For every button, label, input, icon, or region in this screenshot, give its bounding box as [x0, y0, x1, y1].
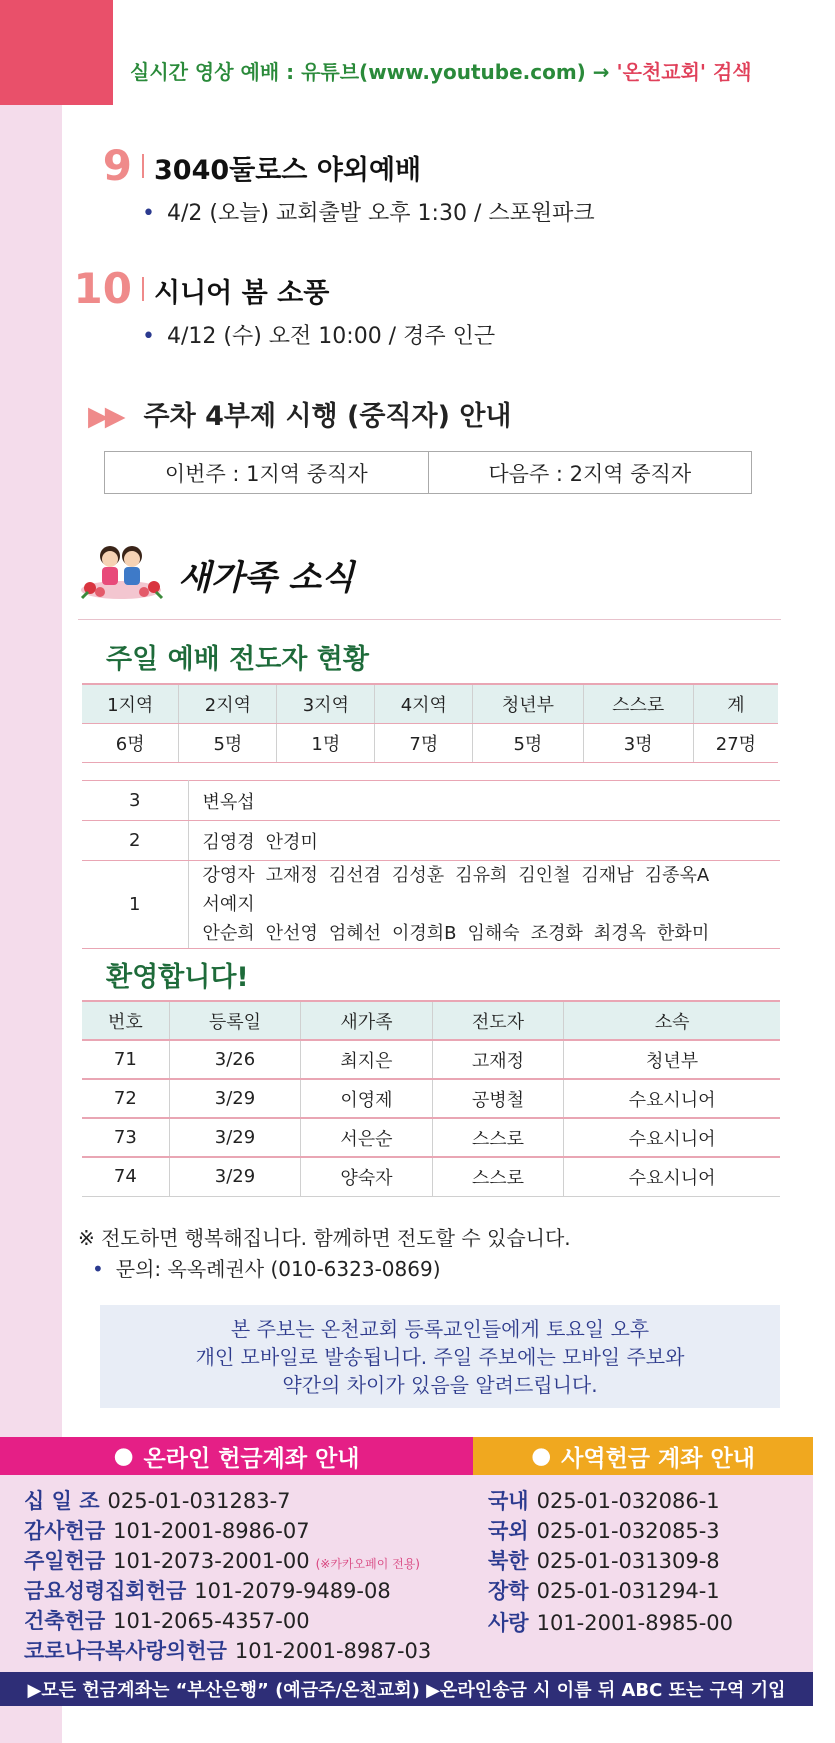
- table-cell: 스스로: [432, 1118, 563, 1157]
- table-cell: 최지은: [301, 1040, 432, 1079]
- account-row: [24, 1515, 310, 1545]
- table-cell: 수요시니어: [564, 1079, 780, 1118]
- accounts-panel: [0, 1475, 813, 1672]
- family-couple-icon: [78, 540, 164, 600]
- table-cell: 73: [82, 1118, 169, 1157]
- evangelist-name: 안경미: [265, 831, 318, 853]
- account-row: [24, 1545, 420, 1575]
- account-number: 025-01-031283-7: [107, 1489, 291, 1513]
- notice-line: 본 주보는 온천교회 등록교인들에게 토요일 오후: [230, 1316, 650, 1341]
- table-cell: 이영제: [301, 1079, 432, 1118]
- table-header-cell: 3지역: [277, 684, 375, 723]
- circle-bullet-icon: ●: [531, 1443, 552, 1469]
- account-label: 사랑: [488, 1611, 529, 1635]
- welcome-title: 환영합니다!: [106, 962, 249, 993]
- table-header-row: [82, 684, 778, 723]
- table-cell: 7명: [375, 723, 473, 762]
- event-detail-text: 4/2 (오늘) 교회출발 오후 1:30 / 스포원파크: [166, 201, 595, 226]
- mobile-notice-box: [100, 1305, 780, 1408]
- contact-text: 문의: 옥옥례권사 (010-6323-0869): [115, 1257, 441, 1281]
- evangelist-name: 김재남: [581, 865, 634, 886]
- bullet-icon: •: [142, 324, 155, 349]
- table-cell: 수요시니어: [564, 1118, 780, 1157]
- table-cell: 72: [82, 1079, 169, 1118]
- table-cell: 공병철: [432, 1079, 563, 1118]
- table-cell: 고재정: [432, 1040, 563, 1079]
- double-arrow-icon: ▶▶: [88, 401, 122, 432]
- account-number: 101-2073-2001-00: [113, 1549, 310, 1573]
- welcome-table: [82, 1000, 780, 1197]
- live-stream-search: '온천교회' 검색: [616, 60, 752, 84]
- table-cell: 1명: [277, 723, 375, 762]
- account-row: [24, 1485, 291, 1515]
- account-label: 감사헌금: [24, 1519, 106, 1543]
- account-number: 101-2079-9489-08: [194, 1579, 391, 1603]
- table-cell: 청년부: [564, 1040, 780, 1079]
- evangelist-name: 김종옥A: [644, 865, 710, 886]
- table-header-row: [82, 1001, 780, 1040]
- table-row: [82, 781, 780, 821]
- account-label: 장학: [488, 1579, 529, 1603]
- names-cell: [188, 861, 780, 949]
- account-number: 025-01-032086-1: [536, 1489, 720, 1513]
- account-row: [24, 1575, 391, 1605]
- account-label: 건축헌금: [24, 1609, 106, 1633]
- parking-next-week: 다음주 : 2지역 중직자: [488, 461, 692, 486]
- bullet-icon: •: [142, 201, 155, 226]
- table-cell: 74: [82, 1157, 169, 1196]
- account-label: 국외: [488, 1519, 529, 1543]
- notice-text: [196, 1315, 685, 1399]
- names-cell: [188, 821, 780, 861]
- table-cell: 71: [82, 1040, 169, 1079]
- corner-accent-block: [0, 0, 113, 105]
- account-label: 십 일 조: [24, 1489, 100, 1513]
- parking-this-week: 이번주 : 1지역 중직자: [105, 452, 429, 493]
- account-label: 북한: [488, 1549, 529, 1573]
- account-row: [24, 1605, 310, 1635]
- online-accounts-title: 온라인 헌금계좌 안내: [143, 1445, 360, 1472]
- table-header-cell: 새가족: [301, 1001, 432, 1040]
- account-number: 025-01-031309-8: [536, 1549, 720, 1573]
- evangelist-name: 안순희: [202, 923, 255, 944]
- evangelism-note: ※ 전도하면 행복해집니다. 함께하면 전도할 수 있습니다.: [78, 1226, 571, 1250]
- account-row: [488, 1515, 720, 1545]
- table-row: [82, 1118, 780, 1157]
- account-row: [488, 1545, 720, 1575]
- table-cell: 27명: [693, 723, 778, 762]
- table-header-cell: 스스로: [583, 684, 693, 723]
- rank-cell: 2: [82, 821, 188, 861]
- notice-line: 개인 모바일로 발송됩니다. 주일 주보에는 모바일 주보와: [195, 1344, 685, 1369]
- account-number: 101-2001-8987-03: [234, 1639, 432, 1663]
- contact-note: [92, 1253, 441, 1282]
- online-accounts-header: [0, 1437, 473, 1475]
- table-cell: 3/26: [169, 1040, 300, 1079]
- account-row: [24, 1635, 431, 1665]
- evangelist-name: 이경희B: [392, 923, 457, 944]
- table-cell: 수요시니어: [564, 1157, 780, 1196]
- table-row: [82, 1157, 780, 1196]
- evangelist-name: 서예지: [202, 894, 255, 915]
- account-number: 101-2001-8986-07: [113, 1519, 310, 1543]
- table-header-cell: 등록일: [169, 1001, 300, 1040]
- account-number: 025-01-031294-1: [536, 1579, 720, 1603]
- table-header-cell: 1지역: [82, 684, 179, 723]
- table-cell: 5명: [473, 723, 583, 762]
- table-header-cell: 소속: [564, 1001, 780, 1040]
- footer-banner: ▶모든 헌금계좌는 “부산은행” (예금주/온천교회) ▶온라인송금 시 이름 뒤 ABC 또는 구역 기입: [0, 1672, 813, 1706]
- parking-schedule-box: [104, 451, 752, 494]
- parking-title: [88, 394, 512, 433]
- live-stream-info: [130, 56, 752, 85]
- ministry-accounts-title: 사역헌금 계좌 안내: [561, 1445, 755, 1472]
- account-row: [488, 1485, 720, 1515]
- table-cell: 6명: [82, 723, 179, 762]
- table-row: [82, 723, 778, 762]
- table-cell: 3/29: [169, 1118, 300, 1157]
- account-number: 101-2065-4357-00: [113, 1609, 310, 1633]
- event-divider: [142, 277, 144, 301]
- ministry-accounts-header: [473, 1437, 813, 1475]
- table-header-cell: 청년부: [473, 684, 583, 723]
- evangelist-name: 김유희: [455, 865, 508, 886]
- evangelist-name: 고재정: [265, 865, 318, 886]
- evangelism-title: 주일 예배 전도자 현황: [106, 644, 369, 675]
- evangelist-name: 한화미: [657, 923, 710, 944]
- bullet-icon: •: [92, 1257, 104, 1281]
- evangelist-name: 최경옥: [593, 923, 647, 944]
- table-header-cell: 번호: [82, 1001, 169, 1040]
- new-family-title: 새가족 소식: [178, 558, 355, 598]
- table-cell: 3/29: [169, 1079, 300, 1118]
- account-number: 101-2001-8985-00: [536, 1611, 734, 1635]
- evangelist-name: 김성훈: [392, 865, 445, 886]
- event-number: 10: [73, 264, 132, 313]
- notice-line: 약간의 차이가 있음을 알려드립니다.: [282, 1372, 598, 1397]
- rank-cell: 3: [82, 781, 188, 821]
- evangelism-stats-table: [82, 683, 778, 763]
- evangelist-name: 김인철: [518, 865, 571, 886]
- table-header-cell: 4지역: [375, 684, 473, 723]
- account-label: 코로나극복사랑의헌금: [24, 1639, 227, 1663]
- account-number: 025-01-032085-3: [536, 1519, 720, 1543]
- evangelist-name: 김선겸: [328, 865, 382, 886]
- account-label: 금요성령집회헌금: [24, 1579, 187, 1603]
- live-stream-text: 실시간 영상 예배 : 유튜브(www.youtube.com) →: [130, 60, 617, 84]
- evangelist-name: 변옥섭: [202, 791, 255, 813]
- evangelist-names-table: [82, 780, 780, 949]
- table-cell: 서은순: [301, 1118, 432, 1157]
- event-detail: [142, 319, 495, 350]
- evangelist-name: 조경화: [530, 923, 583, 944]
- table-header-cell: 전도자: [432, 1001, 563, 1040]
- event-number: 9: [102, 141, 132, 190]
- event-detail-text: 4/12 (수) 오전 10:00 / 경주 인근: [166, 324, 496, 349]
- table-cell: 스스로: [432, 1157, 563, 1196]
- account-row: [488, 1607, 733, 1637]
- table-header-cell: 계: [693, 684, 778, 723]
- table-cell: 3/29: [169, 1157, 300, 1196]
- evangelist-name: 엄혜선: [328, 923, 382, 944]
- names-cell: [188, 781, 780, 821]
- event-divider: [142, 154, 144, 178]
- kakaopay-note: (※카카오페이 전용): [315, 1557, 420, 1571]
- account-label: 국내: [488, 1489, 529, 1513]
- account-row: [488, 1575, 720, 1605]
- account-label: 주일헌금: [24, 1549, 106, 1573]
- table-cell: 양숙자: [301, 1157, 432, 1196]
- new-family-header: [78, 540, 781, 620]
- evangelist-name: 김영경: [202, 831, 255, 853]
- event-title: 시니어 봄 소풍: [154, 278, 330, 309]
- evangelist-name: 안선영: [265, 923, 318, 944]
- table-cell: 5명: [179, 723, 277, 762]
- table-row: [82, 821, 780, 861]
- circle-bullet-icon: ●: [113, 1443, 134, 1469]
- table-header-cell: 2지역: [179, 684, 277, 723]
- event-detail: [142, 196, 595, 227]
- evangelist-name: 강영자: [202, 865, 255, 886]
- table-row: [82, 1079, 780, 1118]
- parking-title-text: 주차 4부제 시행 (중직자) 안내: [143, 401, 512, 432]
- table-row: [82, 861, 780, 949]
- evangelist-name: 임해숙: [467, 923, 520, 944]
- event-title: 3040둘로스 야외예배: [154, 155, 422, 186]
- table-cell: 3명: [583, 723, 693, 762]
- table-row: [82, 1040, 780, 1079]
- rank-cell: 1: [82, 861, 188, 949]
